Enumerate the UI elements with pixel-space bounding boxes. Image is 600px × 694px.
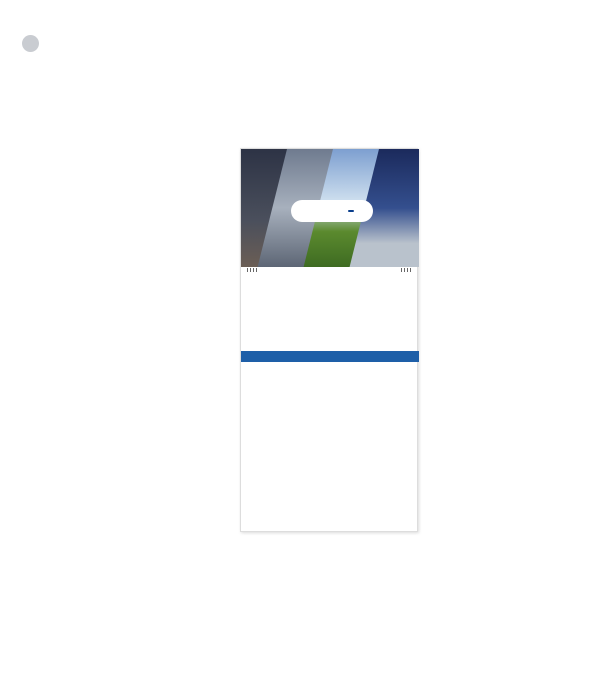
calendar-preview — [240, 148, 418, 532]
fuchs-logo — [348, 210, 354, 212]
main-month-january — [241, 351, 419, 455]
day-of-week-row — [241, 362, 419, 370]
sponsor-logos — [291, 200, 373, 222]
bullet-icon — [22, 35, 39, 52]
advertising-banner — [241, 149, 419, 267]
spiral-rings — [247, 268, 257, 272]
main-month-header — [241, 351, 419, 362]
spiral-rings — [401, 268, 411, 272]
